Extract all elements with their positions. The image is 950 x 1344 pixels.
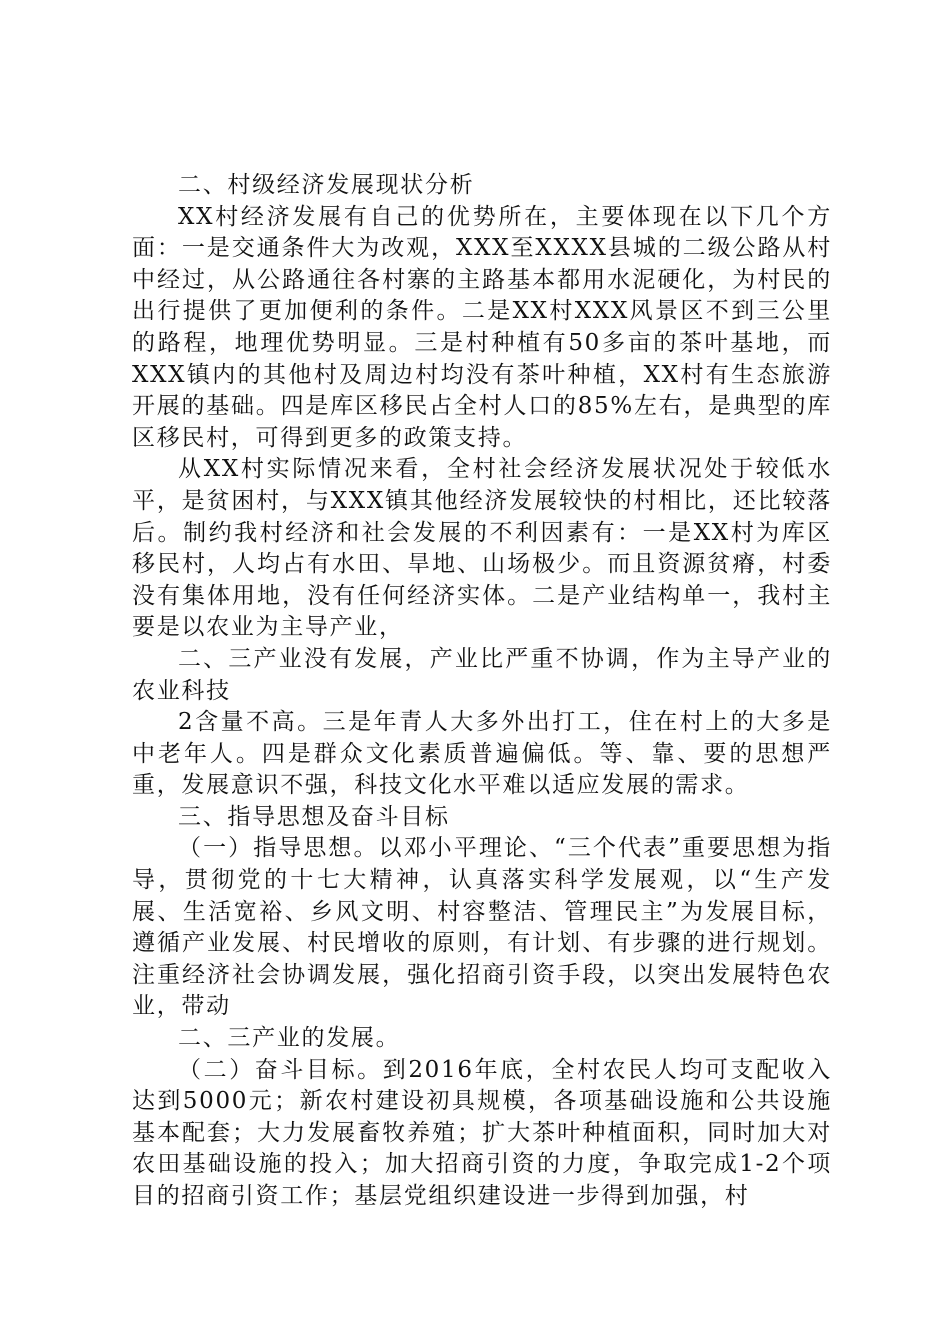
document-page [132, 170, 832, 1213]
section-heading-3: 三、指导思想及奋斗目标 [178, 803, 450, 830]
paragraph-industry: 二、三产业没有发展，产业比严重不协调，作为主导产业的农业科技 [132, 645, 832, 704]
paragraph-goals: （二）奋斗目标。到2016年底，全村农民人均可支配收入达到5000元；新农村建设初具规模，各项基础设施和公共设施基本配套；大力发展畜牧养殖；扩大茶叶种植面积，同时加大对农田基础设施的投入；加大招商引资的力度，争取完成1-2个项目的招商引资工作；基层党组织建设进一步得到加强，村 [132, 1056, 832, 1209]
paragraph-guiding-thought: （一）指导思想。以邓小平理论、“三个代表”重要思想为指导，贯彻党的十七大精神，认真落实科学发展观，以“生产发展、生活宽裕、乡风文明、村容整洁、管理民主”为发展目标，遵循产业发展、村民增收的原则，有计划、有步骤的进行规划。注重经济社会协调发展，强化招商引资手段，以突出发展特色农业，带动 [132, 835, 832, 1020]
paragraph-tech-content: 2含量不高。三是年青人大多外出打工，住在村上的大多是中老年人。四是群众文化素质普遍偏低。等、靠、要的思想严重，发展意识不强，科技文化水平难以适应发展的需求。 [132, 709, 832, 799]
section-heading-2: 二、村级经济发展现状分析 [178, 172, 475, 198]
paragraph-constraints: 从XX村实际情况来看，全村社会经济发展状况处于较低水平，是贫困村，与XXX镇其他经济发展较快的村相比，还比较落后。制约我村经济和社会发展的不利因素有：一是XX村为库区移民村，人均占有水田、旱地、山场极少。而且资源贫瘠，村委没有集体用地，没有任何经济实体。二是产业结构单一，我村主要是以农业为主导产业， [132, 456, 832, 641]
paragraph-industry-development: 二、三产业的发展。 [178, 1025, 401, 1052]
paragraph-advantages: XX村经济发展有自己的优势所在，主要体现在以下几个方面：一是交通条件大为改观，XXX至XXXX县城的二级公路从村中经过，从公路通往各村寨的主路基本都用水泥硬化，为村民的出行提供了更加便利的条件。二是XX村XXX风景区不到三公里的路程，地理优势明显。三是村种植有50多亩的茶叶基地，而XXX镇内的其他村及周边村均没有茶叶种植，XX村有生态旅游开展的基础。四是库区移民占全村人口的85%左右，是典型的库区移民村，可得到更多的政策支持。 [132, 203, 832, 451]
